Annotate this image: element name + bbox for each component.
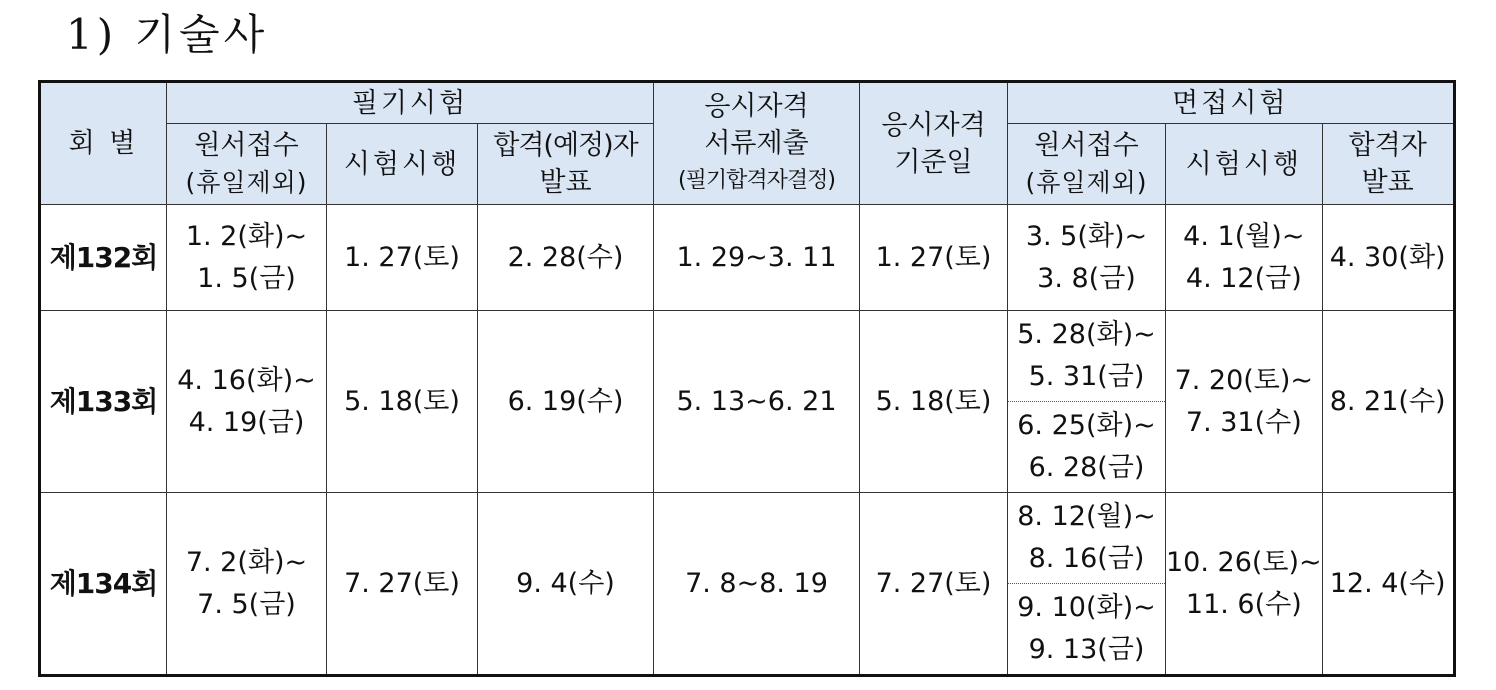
header-written-exam: 시험시행 [327, 124, 478, 205]
written-exam-cell: 7. 27(토) [327, 493, 478, 676]
int-exam-start: 4. 1(월)~ [1183, 220, 1305, 252]
int-exam-end: 11. 6(수) [1185, 588, 1302, 620]
header-docs-line2: 서류제출 [704, 128, 809, 159]
header-basis-line1: 응시자격 [881, 109, 986, 141]
header-int-app [1008, 124, 1166, 205]
basis-cell: 1. 27(토) [860, 205, 1008, 311]
header-int-exam: 시험시행 [1166, 124, 1323, 205]
int-exam-cell [1166, 205, 1323, 311]
header-int-pass [1322, 124, 1454, 205]
basis-cell: 5. 18(토) [860, 311, 1008, 493]
int-app-start: 3. 5(화)~ [1025, 220, 1148, 252]
header-int-app-line2: (휴일제외) [1025, 168, 1148, 197]
written-app-start: 1. 2(화)~ [185, 220, 308, 252]
int-pass-cell: 4. 30(화) [1322, 205, 1454, 311]
round-cell: 제133회 [40, 311, 167, 493]
header-round: 회 별 [40, 82, 167, 205]
header-written-app-line2: (휴일제외) [185, 168, 308, 197]
header-int-app-line1: 원서접수 [1034, 130, 1139, 161]
written-pass-cell: 6. 19(수) [478, 311, 654, 493]
header-docs-line3: (필기합격자결정) [678, 168, 835, 193]
table-row [40, 311, 1455, 493]
written-exam-cell: 5. 18(토) [327, 311, 478, 493]
basis-cell: 7. 27(토) [860, 493, 1008, 676]
header-written-app [167, 124, 327, 205]
header-docs-line1: 응시자격 [704, 91, 809, 122]
round-cell: 제134회 [40, 493, 167, 676]
written-pass-cell: 2. 28(수) [478, 205, 654, 311]
written-app-start: 7. 2(화)~ [185, 546, 308, 578]
header-written: 필기시험 [167, 82, 654, 124]
int-app-period-2 [1008, 583, 1165, 674]
header-interview: 면접시험 [1008, 82, 1455, 124]
int-app-end: 8. 16(금) [1028, 543, 1145, 574]
int-app-end: 5. 31(금) [1028, 361, 1145, 392]
section-title: 1) 기술사 [66, 10, 269, 59]
written-app-end: 1. 5(금) [197, 262, 296, 294]
header-written-pass-line2: 발표 [539, 167, 592, 198]
int-app-end: 9. 13(금) [1028, 634, 1145, 665]
int-exam-end: 4. 12(금) [1185, 262, 1302, 294]
written-app-cell [167, 311, 327, 493]
written-exam-cell: 1. 27(토) [327, 205, 478, 311]
int-app-cell [1008, 493, 1166, 676]
int-pass-cell: 12. 4(수) [1322, 493, 1454, 676]
header-basis-line2: 기준일 [894, 146, 973, 178]
int-app-start: 5. 28(화)~ [1017, 319, 1156, 350]
int-exam-cell [1166, 311, 1323, 493]
int-exam-cell [1166, 493, 1323, 676]
header-written-pass [478, 124, 654, 205]
docs-cell: 7. 8~8. 19 [654, 493, 860, 676]
written-app-cell [167, 205, 327, 311]
header-written-app-line1: 원서접수 [194, 130, 299, 161]
written-app-end: 7. 5(금) [197, 588, 296, 620]
round-cell: 제132회 [40, 205, 167, 311]
int-pass-cell: 8. 21(수) [1322, 311, 1454, 493]
header-written-pass-line1: 합격(예정)자 [493, 130, 638, 161]
int-exam-start: 10. 26(토)~ [1166, 546, 1322, 578]
table-row [40, 205, 1455, 311]
int-app-period-2 [1008, 401, 1165, 492]
int-app-end: 3. 8(금) [1037, 262, 1136, 294]
written-app-end: 4. 19(금) [188, 406, 305, 438]
written-app-cell [167, 493, 327, 676]
int-app-start: 8. 12(월)~ [1017, 501, 1156, 532]
written-pass-cell: 9. 4(수) [478, 493, 654, 676]
exam-schedule-table [38, 80, 1456, 677]
int-app-start: 9. 10(화)~ [1017, 592, 1156, 623]
int-exam-end: 7. 31(수) [1185, 406, 1302, 438]
header-basis [860, 82, 1008, 205]
int-exam-start: 7. 20(토)~ [1174, 364, 1314, 396]
docs-cell: 5. 13~6. 21 [654, 311, 860, 493]
written-app-start: 4. 16(화)~ [177, 364, 316, 396]
int-app-end: 6. 28(금) [1028, 452, 1145, 483]
header-docs [654, 82, 860, 205]
int-app-period-1 [1008, 493, 1165, 583]
int-app-start: 6. 25(화)~ [1017, 410, 1156, 441]
int-app-cell [1008, 311, 1166, 493]
header-int-pass-line2: 발표 [1361, 167, 1414, 198]
table-row [40, 493, 1455, 676]
docs-cell: 1. 29~3. 11 [654, 205, 860, 311]
header-int-pass-line1: 합격자 [1348, 130, 1427, 161]
int-app-period-1 [1008, 311, 1165, 401]
int-app-cell [1008, 205, 1166, 311]
